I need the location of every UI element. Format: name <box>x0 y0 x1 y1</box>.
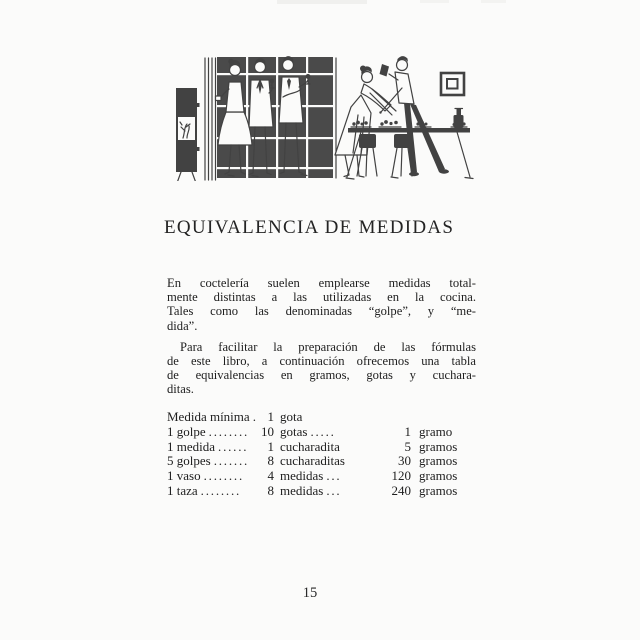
grams-value: 120 <box>391 468 411 484</box>
table-row <box>167 425 479 440</box>
text-line: Para facilitar la preparación de las fórmulas <box>180 339 476 354</box>
text-line: mente distintas a las utilizadas en la cocina. <box>167 290 476 305</box>
quantity: 4 <box>267 468 274 484</box>
cabinet-icon <box>176 88 200 181</box>
cocktail-party-illustration <box>165 55 475 181</box>
grams-unit: gramos <box>419 468 458 484</box>
text-line: dida”. <box>167 318 198 333</box>
picture-frame-icon <box>441 73 464 95</box>
dot-leader: ........ <box>200 482 242 498</box>
text-line: de este libro, a continuación ofrecemos una tabla <box>167 354 476 369</box>
unit: medidas <box>280 482 324 498</box>
table-row <box>167 484 479 499</box>
measure-name: 5 golpes <box>167 453 211 469</box>
grams-unit <box>411 410 479 425</box>
measure-name: 1 golpe <box>167 423 206 439</box>
paragraph <box>167 340 476 397</box>
text-line: En coctelería suelen emplearse medidas total- <box>167 276 476 290</box>
paragraph <box>167 276 476 333</box>
quantity: 8 <box>267 453 274 469</box>
host-figure <box>379 56 449 176</box>
grams-unit: gramo <box>419 423 453 439</box>
jar-icon <box>454 109 464 129</box>
quantity: 8 <box>267 482 274 498</box>
dot-leader: ... <box>326 482 342 498</box>
dot-leader: . <box>252 409 258 424</box>
text-line: Tales como las denominadas “golpe”, y “me- <box>167 304 476 319</box>
equivalence-table <box>167 410 479 499</box>
dot-leader: ........ <box>203 468 244 484</box>
grams-unit: gramos <box>419 453 458 469</box>
page-number: 15 <box>302 585 318 601</box>
measure-name: 1 vaso <box>167 468 201 484</box>
scan-edge-artifact <box>481 0 506 3</box>
quantity: 1 <box>267 438 274 454</box>
grams-value: 30 <box>398 453 411 469</box>
quantity: 10 <box>261 423 274 439</box>
dot-leader: ..... <box>310 423 336 439</box>
grams-value: 5 <box>404 438 411 454</box>
scan-edge-artifact <box>277 0 367 4</box>
text-line: ditas. <box>167 382 194 397</box>
quantity: 1 <box>267 409 274 424</box>
measure-name: 1 medida <box>167 438 216 454</box>
grams-value: 1 <box>404 423 411 439</box>
page-title: EQUIVALENCIA DE MEDIDAS <box>164 217 455 238</box>
dot-leader: ....... <box>213 453 250 469</box>
unit: gotas <box>280 423 308 439</box>
unit: gota <box>280 409 303 424</box>
dot-leader: ... <box>326 468 342 484</box>
unit: medidas <box>280 468 324 484</box>
measure-name: Medida mínima <box>167 409 250 424</box>
curtain-stripes-icon <box>205 58 216 180</box>
table-row <box>167 454 479 469</box>
grams-value <box>378 410 411 425</box>
unit: cucharaditas <box>280 453 345 469</box>
unit: cucharadita <box>280 438 340 454</box>
text-line: de equivalencias en gramos, gotas y cuchara- <box>167 368 476 383</box>
cocktail-shaker-icon <box>380 64 390 77</box>
grams-value: 240 <box>391 482 411 498</box>
body-text <box>167 276 476 397</box>
table-row <box>167 440 479 455</box>
grams-unit: gramos <box>419 482 458 498</box>
dot-leader: ........ <box>208 423 250 439</box>
dot-leader: ...... <box>218 438 249 454</box>
table-row <box>167 410 479 425</box>
measure-name: 1 taza <box>167 482 198 498</box>
scan-edge-artifact <box>420 0 449 3</box>
table-row <box>167 469 479 484</box>
grams-unit: gramos <box>419 438 458 454</box>
